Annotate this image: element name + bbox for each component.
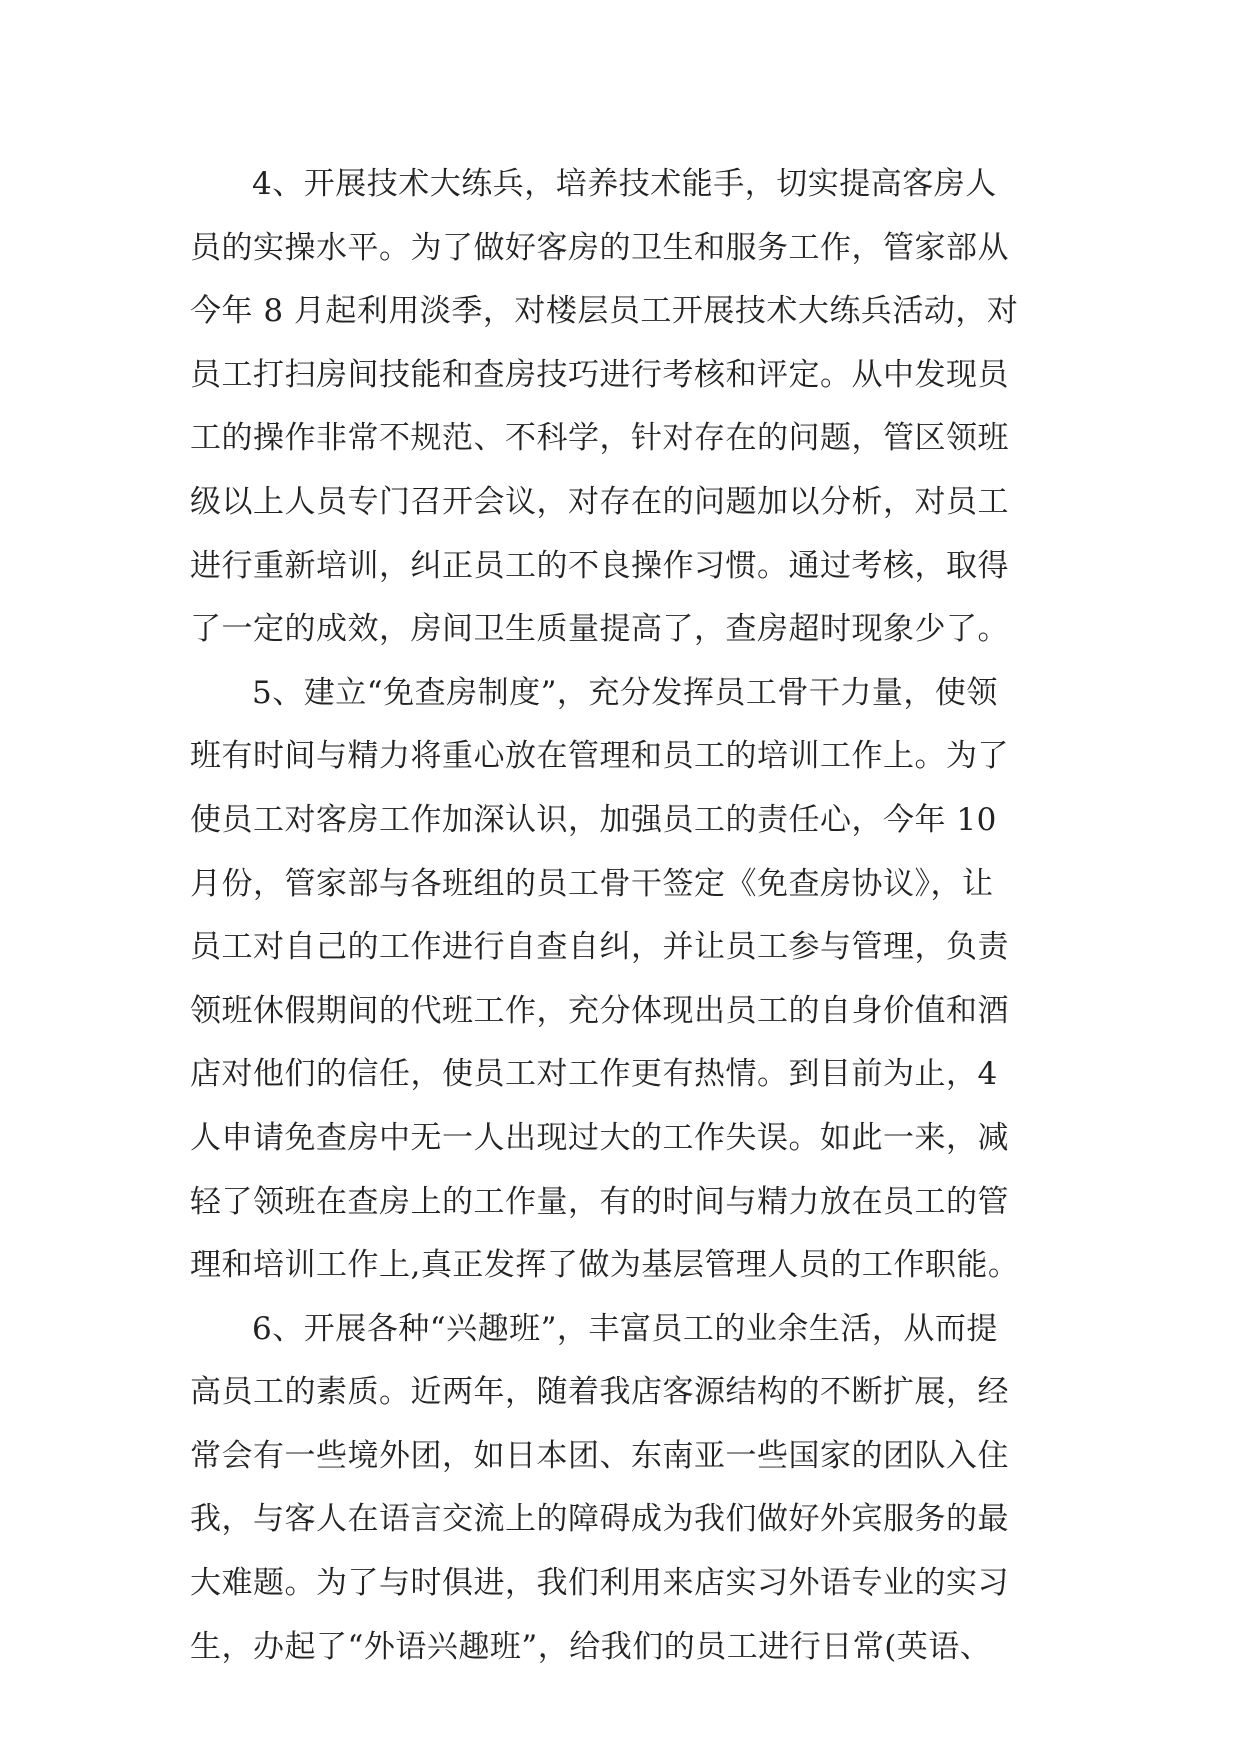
text-line: 5、建立“免查房制度”，充分发挥员工骨干力量，使领	[252, 674, 998, 711]
text-line: 6、开展各种“兴趣班”，丰富员工的业余生活，从而提	[252, 1310, 998, 1347]
text-line: 高员工的素质。近两年，随着我店客源结构的不断扩展，经	[190, 1374, 1009, 1411]
text-line: 理和培训工作上,真正发挥了做为基层管理人员的工作职能。	[190, 1247, 1020, 1284]
text-line: 员的实操水平。为了做好客房的卫生和服务工作，管家部从	[190, 229, 1009, 266]
text-line: 轻了领班在查房上的工作量，有的时间与精力放在员工的管	[190, 1183, 1009, 1220]
text-line: 4、开展技术大练兵，培养技术能手，切实提高客房人	[252, 166, 997, 202]
text-line: 使员工对客房工作加深认识，加强员工的责任心，今年 10	[190, 801, 997, 838]
text-line: 生，办起了“外语兴趣班”，给我们的员工进行日常(英语、	[190, 1628, 992, 1665]
text-line: 工的操作非常不规范、不科学，针对存在的问题，管区领班	[190, 420, 1009, 457]
text-line: 人申请免查房中无一人出现过大的工作失误。如此一来，减	[190, 1119, 1009, 1156]
text-line: 大难题。为了与时俱进，我们利用来店实习外语专业的实习	[190, 1565, 1009, 1602]
text-line: 今年 8 月起利用淡季，对楼层员工开展技术大练兵活动，对	[190, 293, 1019, 330]
text-line: 常会有一些境外团，如日本团、东南亚一些国家的团队入住	[190, 1437, 1009, 1474]
body-text	[190, 153, 1060, 1679]
text-line: 了一定的成效，房间卫生质量提高了，查房超时现象少了。	[190, 611, 1009, 648]
text-line: 级以上人员专门召开会议，对存在的问题加以分析，对员工	[190, 483, 1009, 520]
text-line: 月份，管家部与各班组的员工骨干签定《免查房协议》，让	[190, 865, 994, 902]
text-line: 领班休假期间的代班工作，充分体现出员工的自身价值和酒	[190, 992, 1009, 1029]
text-line: 班有时间与精力将重心放在管理和员工的培训工作上。为了	[190, 738, 1009, 775]
text-line: 员工打扫房间技能和查房技巧进行考核和评定。从中发现员	[190, 356, 1009, 393]
text-line: 我，与客人在语言交流上的障碍成为我们做好外宾服务的最	[190, 1501, 1009, 1538]
text-line: 店对他们的信任，使员工对工作更有热情。到目前为止，4	[190, 1056, 998, 1093]
text-line: 员工对自己的工作进行自查自纠，并让员工参与管理，负责	[190, 929, 1009, 966]
text-line: 进行重新培训，纠正员工的不良操作习惯。通过考核，取得	[190, 547, 1009, 584]
